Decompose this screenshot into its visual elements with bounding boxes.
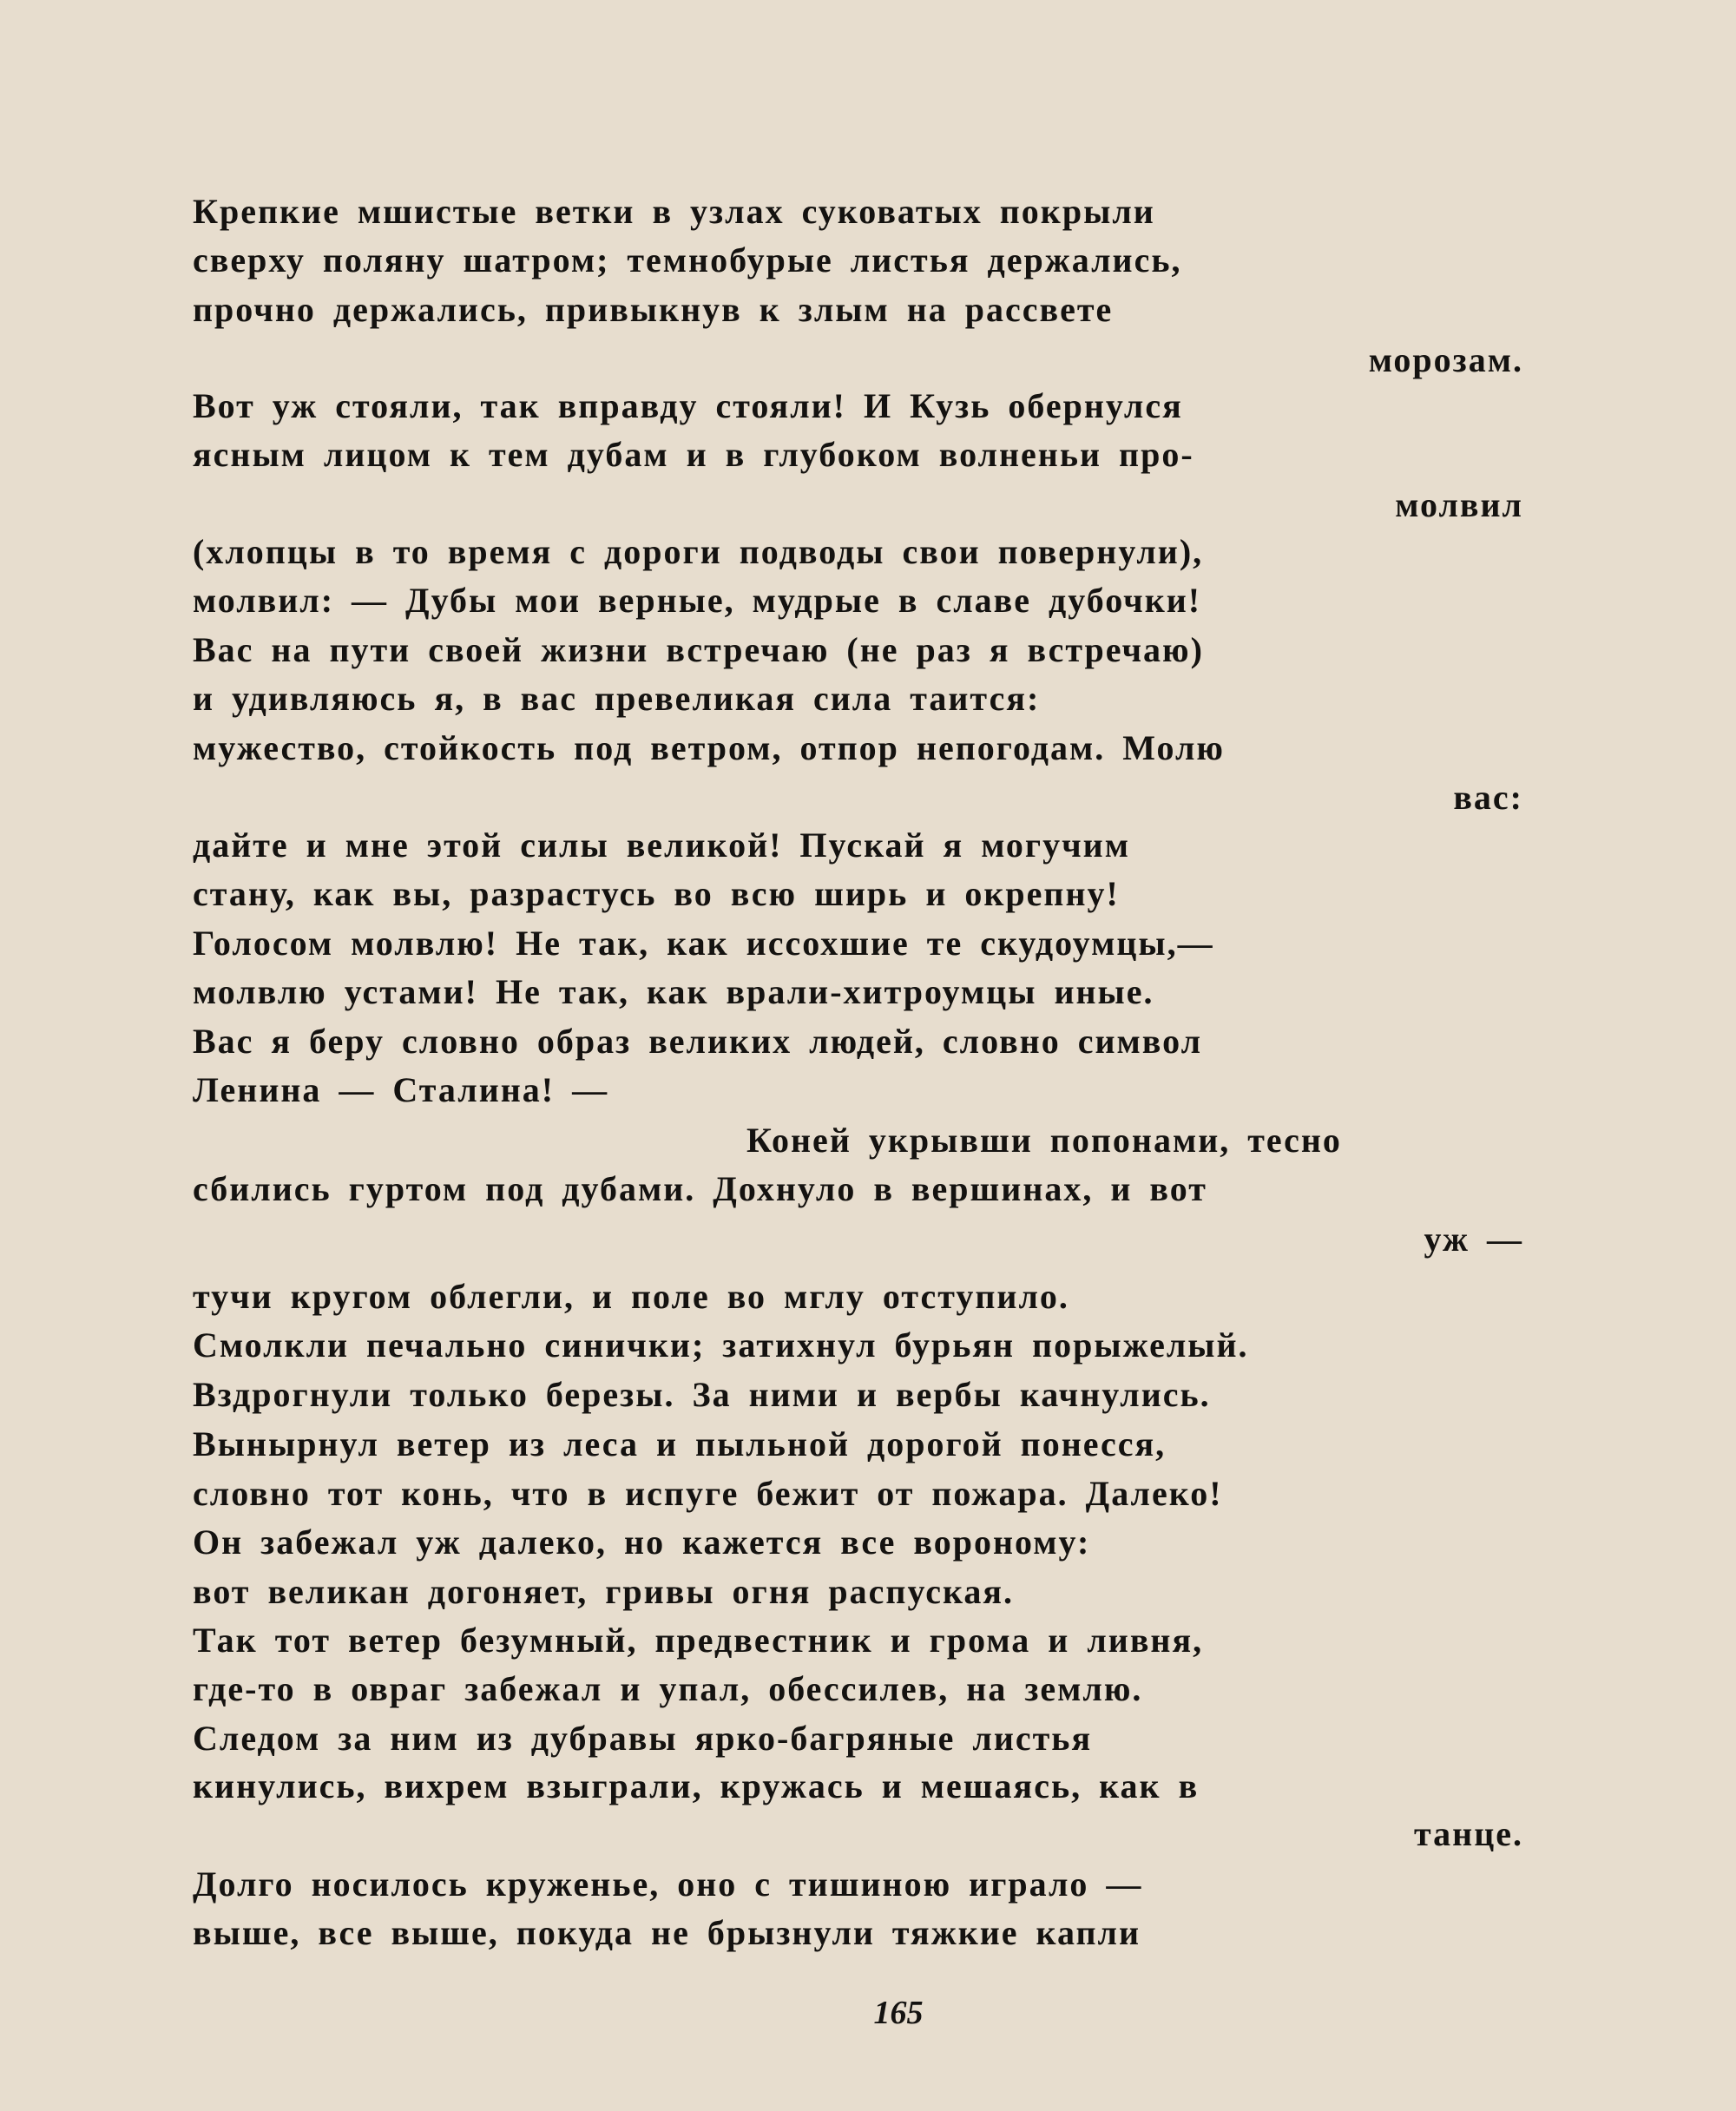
text-line: прочно держались, привыкнув к злым на рассвете bbox=[193, 290, 1114, 329]
text-line: танце. bbox=[1414, 1814, 1523, 1853]
text-line: молвил bbox=[1395, 485, 1523, 524]
text-line: Так тот ветер безумный, предвестник и грома и ливня, bbox=[193, 1621, 1204, 1660]
text-line: Вас я беру словно образ великих людей, словно символ bbox=[193, 1022, 1203, 1061]
text-line: Вынырнул ветер из леса и пыльной дорогой понесся, bbox=[193, 1424, 1167, 1463]
text-line: Вас на пути своей жизни встречаю (не раз я встречаю) bbox=[193, 630, 1204, 669]
text-line: морозам. bbox=[1368, 340, 1523, 379]
text-line: стану, как вы, разрастусь во всю ширь и окрепну! bbox=[193, 874, 1120, 913]
text-line: Крепкие мшистые ветки в узлах суковатых покрыли bbox=[193, 192, 1155, 231]
text-line: тучи кругом облегли, и поле во мглу отступило. bbox=[193, 1277, 1069, 1316]
text-line: вас: bbox=[1453, 778, 1523, 817]
text-line: молвил: — Дубы мои верные, мудрые в славе дубочки! bbox=[193, 581, 1202, 620]
text-line: уж — bbox=[1424, 1220, 1523, 1259]
text-line: молвлю устами! Не так, как врали-хитроумцы иные. bbox=[193, 972, 1154, 1011]
text-line: (хлопцы в то время с дороги подводы свои повернули), bbox=[193, 532, 1204, 571]
text-line: Вздрогнули только березы. За ними и вербы качнулись. bbox=[193, 1375, 1211, 1414]
text-line: ясным лицом к тем дубам и в глубоком волненьи про- bbox=[193, 435, 1194, 474]
text-line: сверху поляну шатром; темнобурые листья держались, bbox=[193, 240, 1182, 279]
text-line: словно тот конь, что в испуге бежит от пожара. Далеко! bbox=[193, 1474, 1223, 1513]
text-line: выше, все выше, покуда не брызнули тяжкие капли bbox=[193, 1913, 1141, 1952]
text-line: Вот уж стояли, так вправду стояли! И Кузь обернулся bbox=[193, 386, 1183, 425]
text-line: Смолкли печально синички; затихнул бурьян порыжелый. bbox=[193, 1325, 1249, 1365]
page-number: 165 bbox=[873, 1995, 924, 2031]
text-line: где-то в овраг забежал и упал, обессилев, на землю. bbox=[193, 1669, 1143, 1708]
text-line: Коней укрывши попонами, тесно bbox=[746, 1121, 1342, 1160]
text-line: Следом за ним из дубравы ярко-багряные листья bbox=[193, 1719, 1093, 1758]
text-line: сбились гуртом под дубами. Дохнуло в вершинах, и вот bbox=[193, 1169, 1207, 1208]
text-line: Ленина — Сталина! — bbox=[193, 1070, 609, 1109]
text-line: Голосом молвлю! Не так, как иссохшие те скудоумцы,— bbox=[193, 924, 1214, 963]
text-line: дайте и мне этой силы великой! Пускай я могучим bbox=[193, 825, 1130, 865]
text-line: Долго носилось круженье, оно с тишиною играло — bbox=[193, 1864, 1143, 1904]
text-line: мужество, стойкость под ветром, отпор непогодам. Молю bbox=[193, 728, 1225, 767]
text-line: и удивляюсь я, в вас превеликая сила таится: bbox=[193, 679, 1041, 718]
text-line: кинулись, вихрем взыграли, кружась и мешаясь, как в bbox=[193, 1766, 1200, 1805]
text-line: вот великан догоняет, гривы огня распуская. bbox=[193, 1572, 1015, 1611]
text-line: Он забежал уж далеко, но кажется все вороному: bbox=[193, 1522, 1091, 1562]
